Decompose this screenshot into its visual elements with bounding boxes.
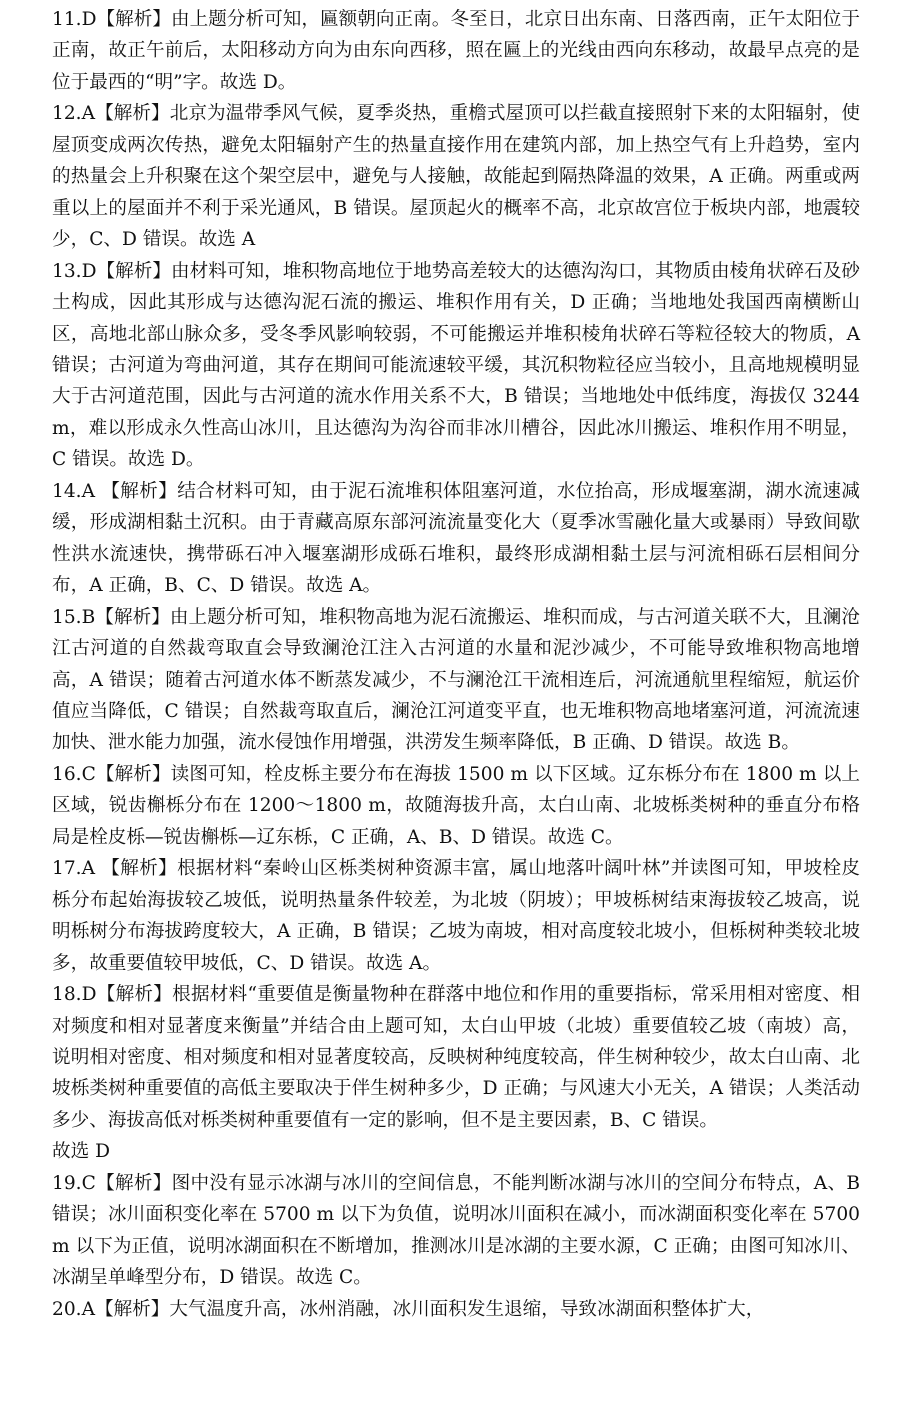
explanation-18-answer: 故选 D: [52, 1141, 111, 1163]
explanation-12: 12.A【解析】北京为温带季风气候，夏季炎热，重檐式屋顶可以拦截直接照射下来的太阳辐射，使屋顶变成两次传热，避免太阳辐射产生的热量直接作用在建筑内部，加上热空气有上升趋势，室内的热量会上升积聚在这个架空层中，避免与人接触，故能起到隔热降温的效果，A 正确。两重或两重以上的屋面并不利于采光通风，B 错误。屋顶起火的概率不高，北京故宫位于板块内部，地震较少，C、D 错误。故选 A: [52, 103, 860, 251]
explanation-17: 17.A 【解析】根据材料“秦岭山区栎类树种资源丰富，属山地落叶阔叶林”并读图可知，甲坡栓皮栎分布起始海拔较乙坡低，说明热量条件较差，为北坡（阴坡）；甲坡栎树结束海拔较乙坡高，说明栎树分布海拔跨度较大，A 正确，B 错误；乙坡为南坡，相对高度较北坡小，但栎树种类较北坡多，故重要值较甲坡低，C、D 错误。故选 A。: [52, 858, 860, 974]
explanation-11: 11.D【解析】由上题分析可知，匾额朝向正南。冬至日，北京日出东南、日落西南，正午太阳位于正南，故正午前后，太阳移动方向为由东向西移，照在匾上的光线由西向东移动，故最早点亮的是位于最西的“明”字。故选 D。: [52, 9, 860, 93]
explanation-15: 15.B【解析】由上题分析可知，堆积物高地为泥石流搬运、堆积而成，与古河道关联不大，且澜沧江古河道的自然裁弯取直会导致澜沧江注入古河道的水量和泥沙减少，不可能导致堆积物高地增高，A 错误；随着古河道水体不断蒸发减少，不与澜沧江干流相连后，河流通航里程缩短，航运价值应当降低，C 错误；自然裁弯取直后，澜沧江河道变平直，也无堆积物高地堵塞河道，河流流速加快、泄水能力加强，流水侵蚀作用增强，洪涝发生频率降低，B 正确、D 错误。故选 B。: [52, 606, 860, 754]
answer-explanations: [52, 4, 860, 1325]
explanation-19: 19.C【解析】图中没有显示冰湖与冰川的空间信息，不能判断冰湖与冰川的空间分布特点，A、B 错误；冰川面积变化率在 5700 m 以下为负值，说明冰川面积在减小，而冰湖面积变化率在 5700 m 以下为正值，说明冰湖面积在不断增加，推测冰川是冰湖的主要水源，C 正确；由图可知冰川、冰湖呈单峰型分布，D 错误。故选 C。: [52, 1172, 860, 1289]
explanation-20: 20.A【解析】大气温度升高，冰州消融，冰川面积发生退缩，导致冰湖面积整体扩大，: [52, 1298, 765, 1320]
explanation-13: 13.D【解析】由材料可知，堆积物高地位于地势高差较大的达德沟沟口，其物质由棱角状碎石及砂土构成，因此其形成与达德沟泥石流的搬运、堆积作用有关，D 正确；当地地处我国西南横断山区，高地北部山脉众多，受冬季风影响较弱，不可能搬运并堆积棱角状碎石等粒径较大的物质，A 错误；古河道为弯曲河道，其存在期间可能流速较平缓，其沉积物粒径应当较小，且高地规模明显大于古河道范围，因此与古河道的流水作用关系不大，B 错误；当地地处中低纬度，海拔仅 3244 m，难以形成永久性高山冰川，且达德沟为沟谷而非冰川槽谷，因此冰川搬运、堆积作用不明显，C 错误。故选 D。: [52, 260, 860, 471]
explanation-14: 14.A 【解析】结合材料可知，由于泥石流堆积体阻塞河道，水位抬高，形成堰塞湖，湖水流速减缓，形成湖相黏土沉积。由于青藏高原东部河流流量变化大（夏季冰雪融化量大或暴雨）导致间歇性洪水流速快，携带砾石冲入堰塞湖形成砾石堆积，最终形成湖相黏土层与河流相砾石层相间分布，A 正确，B、C、D 错误。故选 A。: [52, 480, 860, 597]
explanation-16: 16.C【解析】读图可知，栓皮栎主要分布在海拔 1500 m 以下区域。辽东栎分布在 1800 m 以上区域，锐齿槲栎分布在 1200～1800 m，故随海拔升高，太白山南、北坡栎类树种的垂直分布格局是栓皮栎—锐齿槲栎—辽东栎，C 正确，A、B、D 错误。故选 C。: [52, 763, 860, 848]
explanation-18: 18.D【解析】根据材料“重要值是衡量物种在群落中地位和作用的重要指标，常采用相对密度、相对频度和相对显著度来衡量”并结合由上题可知，太白山甲坡（北坡）重要值较乙坡（南坡）高，说明相对密度、相对频度和相对显著度较高，反映树种纯度较高，伴生树种较少，故太白山南、北坡栎类树种重要值的高低主要取决于伴生树种多少，D 正确；与风速大小无关，A 错误；人类活动多少、海拔高低对栎类树种重要值有一定的影响，但不是主要因素，B、C 错误。: [52, 984, 860, 1131]
